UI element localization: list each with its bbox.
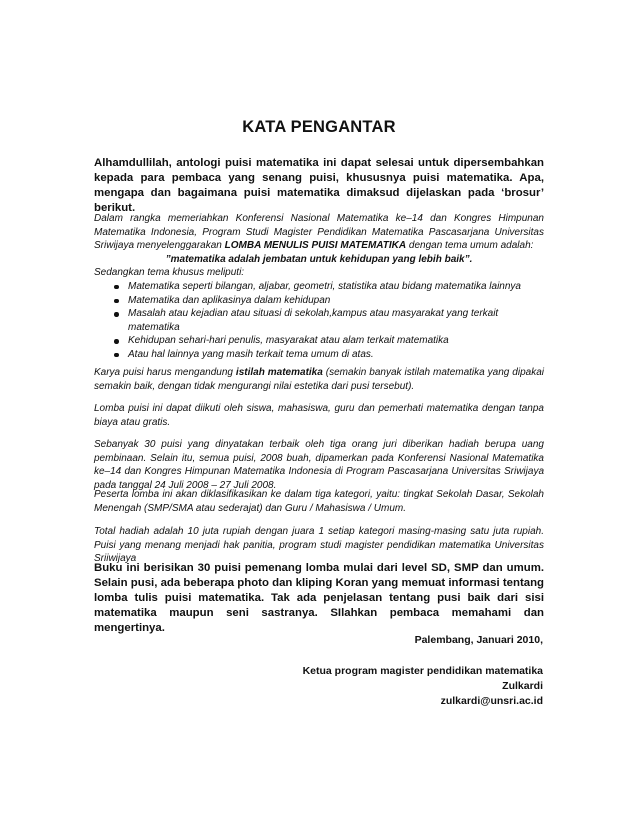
list-item-text: Matematika dan aplikasinya dalam kehidupan — [128, 294, 331, 306]
paragraph-block-2 — [94, 366, 544, 393]
bullet-icon — [114, 312, 119, 317]
page-title: KATA PENGANTAR — [242, 118, 396, 136]
list-item — [114, 294, 544, 308]
list-item — [114, 280, 544, 294]
brochure-paragraph-3: Lomba puisi ini dapat diikuti oleh siswa, mahasiswa, guru dan pemerhati matematika dengan tanpa biaya atau gratis. — [94, 403, 544, 428]
general-theme — [94, 253, 544, 267]
brochure-paragraph-5: Peserta lomba ini akan diklasifikasikan ke dalam tiga kategori, yaitu: tingkat Sekolah Dasar, Sekolah Menengah (SMP/SMA atau sederajat) dan Guru / Mahasiswa / Umum. — [94, 489, 544, 514]
bullet-icon — [114, 353, 119, 358]
general-theme-text: ”matematika adalah jembatan untuk kehidupan yang lebih baik”. — [165, 253, 473, 265]
intro-paragraph: Alhamdullilah, antologi puisi matematika ini dapat selesai untuk dipersembahkan kepada para pembaca yang senang puisi, khususnya puisi matematika. Apa, mengapa dan bagaimana puisi matematika dimaksud dijelaskan pada ‘brosur’ berikut. — [94, 157, 544, 214]
brochure-paragraph-1 — [94, 212, 544, 253]
paragraph-block-5 — [94, 488, 544, 515]
bullet-icon — [114, 299, 119, 304]
brochure-block — [94, 212, 544, 362]
signatory-name: Zulkardi — [502, 680, 543, 692]
list-item-text: Matematika seperti bilangan, aljabar, geometri, statistika atau bidang matematika lainnya — [128, 280, 521, 292]
paragraph-block-4 — [94, 438, 544, 492]
brochure-paragraph-4: Sebanyak 30 puisi yang dinyatakan terbaik oleh tiga orang juri diberikan hadiah berupa uang pembinaan. Selain itu, semua puisi, 2008 buah, dipamerkan pada Konferensi Nasional Matematika ke–14 dan Kongres Himpunan Matematika Indonesia di Program Pascasarjana Universitas Sriwijaya pada tanggal 24 Juli 2008 – 27 Juli 2008. — [94, 439, 544, 491]
intro-block — [94, 156, 544, 216]
closing-block — [94, 561, 544, 636]
list-item — [114, 334, 544, 348]
bullet-icon — [114, 339, 119, 344]
themes-intro: Sedangkan tema khusus meliputi: — [94, 267, 245, 279]
emphasis-text: istilah matematika — [235, 367, 323, 378]
paragraph-block-6 — [94, 525, 544, 566]
list-item-text: Masalah atau kejadian atau situasi di sekolah,kampus atau masyarakat yang terkait matematika — [128, 308, 499, 333]
list-item — [114, 348, 544, 362]
brochure-paragraph-6: Total hadiah adalah 10 juta rupiah dengan juara 1 setiap kategori masing-masing satu juta rupiah. Puisi yang menang menjadi hak panitia, program studi magister pendidikan matematika Universitas Sriiwijaya — [94, 526, 544, 565]
list-item — [114, 307, 544, 334]
brochure-text: (semakin banyak istilah matematika yang dipakai semakin baik, dengan tidak mengurangi nilai estetika dari pusi tersebut). — [94, 367, 544, 392]
competition-name: LOMBA MENULIS PUISI MATEMATIKA — [224, 240, 407, 252]
brochure-text: Dalam rangka memeriahkan Konferensi Nasional Matematika ke–14 dan Kongres Himpunan Matematika Indonesia, Program Studi Magister Pendidikan Matematika Pascasarjana Universitas Sriwijaya menyelenggarakan — [94, 213, 544, 252]
themes-list — [94, 280, 544, 362]
brochure-text: Karya puisi harus mengandung — [94, 367, 236, 378]
brochure-paragraph-2 — [94, 366, 544, 393]
list-item-text: Atau hal lainnya yang masih terkait tema umum di atas. — [128, 348, 374, 360]
paragraph-block-3 — [94, 402, 544, 429]
signatory-email: zulkardi@unsri.ac.id — [440, 695, 543, 707]
bullet-icon — [114, 285, 119, 290]
brochure-text: dengan tema umum adalah: — [406, 240, 534, 252]
list-item-text: Kehidupan sehari-hari penulis, masyarakat atau alam terkait matematika — [128, 335, 449, 347]
signatory-role: Ketua program magister pendidikan matematika — [302, 665, 543, 677]
place-date: Palembang, Januari 2010, — [414, 634, 543, 646]
closing-paragraph: Buku ini berisikan 30 puisi pemenang lomba mulai dari level SD, SMP dan umum. Selain pusi, ada beberapa photo dan kliping Koran yang memuat informasi tentang lomba tulis puisi matematika. Tak ada penjelasan tentang pusi baik dari sisi matematika maupun seni sastranya. SIlahkan pembaca memahami dan mengertinya. — [94, 562, 544, 634]
